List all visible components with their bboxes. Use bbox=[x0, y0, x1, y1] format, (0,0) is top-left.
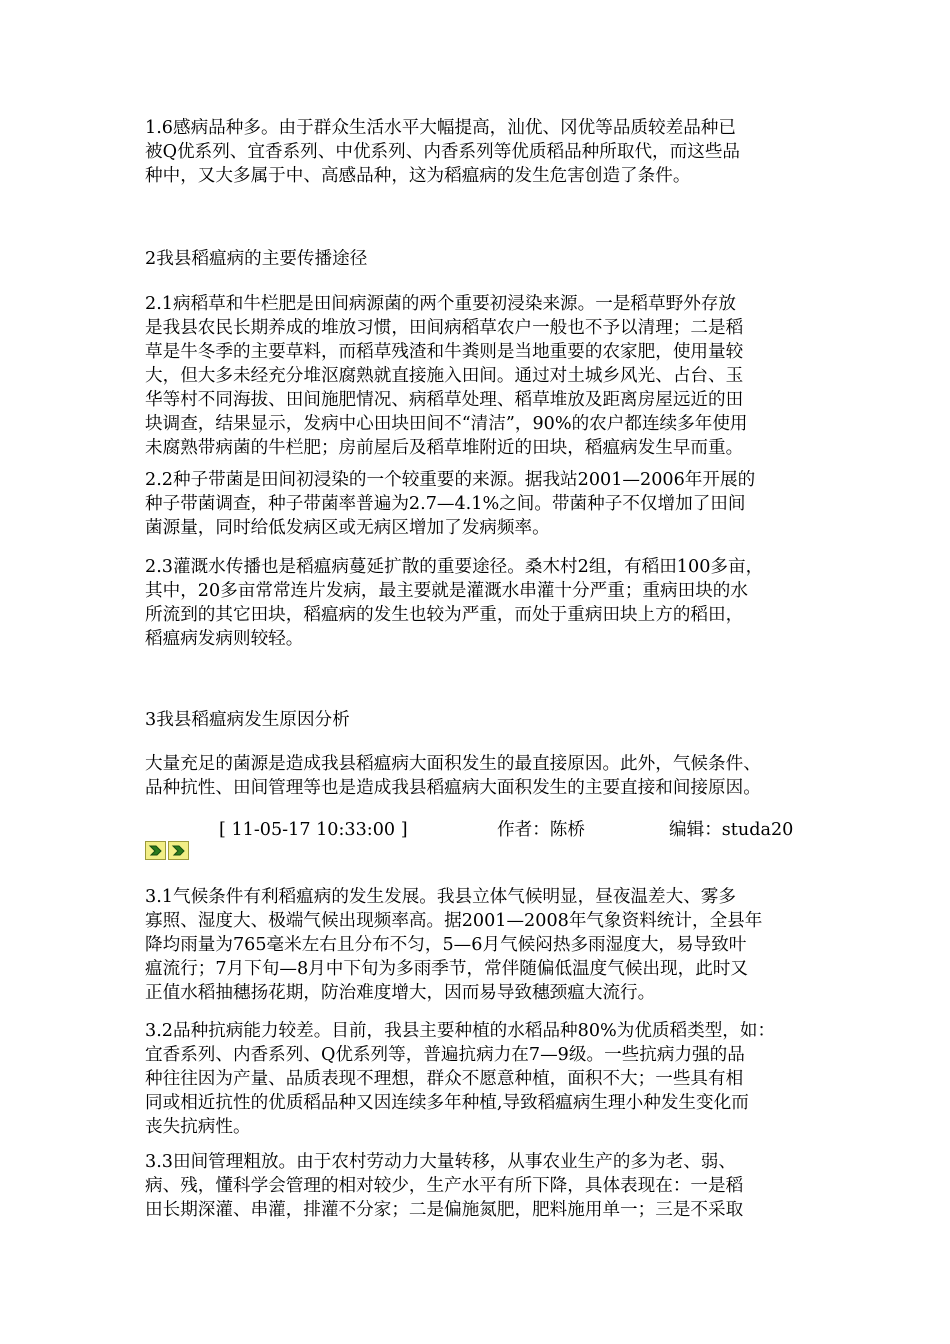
nav-icons bbox=[145, 841, 189, 860]
paragraph-3-2: 3.2品种抗病能力较差。目前，我县主要种植的水稻品种80%为优质稻类型，如： 宜香系列、内香系列、Q优系列等，普遍抗病力在7—9级。一些抗病力强的品 种往往因为产量、品质表现不理想，群众不愿意种植，面积不大；一些具有相 同或相近抗性的优质稻品种又因连续多年种植,导致稻瘟病生理小种发生变化而 丧失抗病性。 bbox=[145, 1021, 776, 1137]
paragraph-3-intro: 大量充足的菌源是造成我县稻瘟病大面积发生的最直接原因。此外，气候条件、 品种抗性、田间管理等也是造成我县稻瘟病大面积发生的主要直接和间接原因。 bbox=[145, 754, 761, 798]
paragraph-3-1: 3.1气候条件有利稻瘟病的发生发展。我县立体气候明显，昼夜温差大、雾多 寡照、湿度大、极端气候出现频率高。据2001—2008年气象资料统计，全县年 降均雨量为765毫米左右且分布不匀，5—6月气候闷热多雨湿度大，易导致叶 瘟流行；7月下旬—8月中下旬为多雨季节，常伴随偏低温度气候出现，此时又 正值水稻抽穗扬花期，防治难度增大，因而易导致穗颈瘟大流行。 bbox=[145, 887, 763, 1003]
paragraph-2-3: 2.3灌溉水传播也是稻瘟病蔓延扩散的重要途径。桑木村2组，有稻田100多亩， 其中，20多亩常常连片发病，最主要就是灌溉水串灌十分严重；重病田块的水 所流到的其它田块，稻瘟病的发生也较为严重，而处于重病田块上方的稻田， 稻瘟病发病则较轻。 bbox=[145, 557, 764, 649]
section-3-heading: 3我县稻瘟病发生原因分析 bbox=[145, 710, 350, 730]
post-timestamp: [ 11-05-17 10:33:00 ] bbox=[219, 820, 408, 840]
paragraph-2-1: 2.1病稻草和牛栏肥是田间病源菌的两个重要初浸染来源。一是稻草野外存放 是我县农民长期养成的堆放习惯，田间病稻草农户一般也不予以清理；二是稻 草是牛冬季的主要草料，而稻草残渣和牛粪则是当地重要的农家肥，使用量较 大，但大多未经充分堆沤腐熟就直接施入田间。通过对土城乡风光、占台、玉 华等村不同海拔、田间施肥情况、病稻草处理、稻草堆放及距离房屋远近的田 块调查，结果显示，发病中心田块田间不“清洁”，90%的农户都连续多年使用 未腐熟带病菌的牛栏肥；房前屋后及稻草堆附近的田块，稻瘟病发生早而重。 bbox=[145, 294, 748, 458]
post-author: 作者：陈桥 bbox=[497, 820, 585, 840]
arrow-icon[interactable] bbox=[168, 841, 189, 860]
arrow-icon[interactable] bbox=[145, 841, 166, 860]
paragraph-3-3: 3.3田间管理粗放。由于农村劳动力大量转移，从事农业生产的多为老、弱、 病、残，懂科学会管理的相对较少，生产水平有所下降，具体表现在：一是稻 田长期深灌、串灌，排灌不分家；二是偏施氮肥，肥料施用单一；三是不采取 bbox=[145, 1152, 744, 1220]
post-editor: 编辑：studa20 bbox=[669, 820, 794, 840]
paragraph-1-6: 1.6感病品种多。由于群众生活水平大幅提高，汕优、冈优等品质较差品种已 被Q优系列、宜香系列、中优系列、内香系列等优质稻品种所取代，而这些品 种中，又大多属于中、高感品种，这为稻瘟病的发生危害创造了条件。 bbox=[145, 118, 741, 186]
paragraph-2-2: 2.2种子带菌是田间初浸染的一个较重要的来源。据我站2001—2006年开展的 种子带菌调查，种子带菌率普遍为2.7—4.1%之间。带菌种子不仅增加了田间 菌源量，同时给低发病区或无病区增加了发病频率。 bbox=[145, 470, 756, 538]
section-2-heading: 2我县稻瘟病的主要传播途径 bbox=[145, 249, 368, 269]
